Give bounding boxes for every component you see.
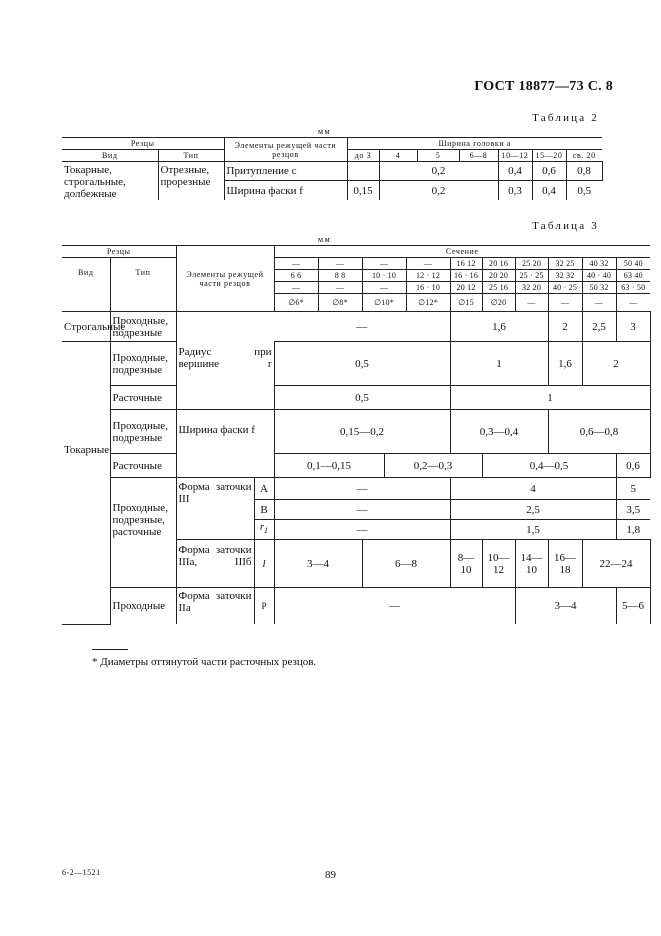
t2-width-5: 15—20 [532, 150, 566, 162]
t3-B-v2: 3,5 [616, 500, 650, 520]
t2-row1-v5: 0,8 [566, 162, 602, 181]
t2-row1-v1 [347, 162, 379, 181]
t3-sec1-8: 40 32 [582, 258, 616, 270]
table3-caption: Таблица 3 [532, 220, 599, 232]
t3-last-v1: 3—4 [515, 588, 616, 625]
t3-sec4-9: — [616, 294, 650, 312]
t3-sym-A: A [254, 478, 274, 500]
t3-radius-r2-1: 1 [450, 386, 650, 410]
t3-facet-r2-1: 0,2—0,3 [384, 454, 482, 478]
t3-form3ab-label: Форма заточки IIIа, IIIб [176, 540, 254, 588]
t3-sec1-5: 20 16 [482, 258, 515, 270]
t3-facet-tip2: Расточные [110, 454, 176, 478]
t3-sec3-4: 20 12 [450, 282, 482, 294]
t3-sec3-2: — [362, 282, 406, 294]
t2-row1-v3: 0,4 [498, 162, 532, 181]
t3-radius-r2-0: 0,5 [274, 386, 450, 410]
t3-l-v6: 22—24 [582, 540, 650, 588]
t3-last-v0: — [274, 588, 515, 625]
t3-sym-B: B [254, 500, 274, 520]
t3-radius-r1-3: 2 [582, 342, 650, 386]
t3-sec4-8: — [582, 294, 616, 312]
t2-row1-v2: 0,2 [379, 162, 498, 181]
t3-sec4-0: ∅6* [274, 294, 318, 312]
t3-radius-r1-2: 1,6 [548, 342, 582, 386]
t3-radius-tip2: Расточные [110, 386, 176, 410]
t3-l-v3: 10—12 [482, 540, 515, 588]
t3-sec4-3: ∅12* [406, 294, 450, 312]
t3-l-v0: 3—4 [274, 540, 362, 588]
t3-radius-tip1: Проходные, подрезные [110, 342, 176, 386]
t2-width-1: 4 [379, 150, 417, 162]
t3-head-tip: Тип [110, 258, 176, 312]
t3-A-v0: — [274, 478, 450, 500]
t2-head-width: Ширина головки а [347, 138, 602, 150]
t2-width-6: св. 20 [566, 150, 602, 162]
t3-sec3-5: 25 16 [482, 282, 515, 294]
t2-row2-label: Ширина фаски f [224, 181, 347, 200]
t3-strog-v4: 3 [616, 312, 650, 342]
t3-sec3-3: 16 · 10 [406, 282, 450, 294]
t3-sec1-4: 16 12 [450, 258, 482, 270]
t2-vid: Токарные, строгальные, долбежные [62, 162, 158, 201]
t3-facet-label: Ширина фаски f [176, 410, 274, 478]
t3-sec2-8: 40 · 40 [582, 270, 616, 282]
t3-sec4-5: ∅20 [482, 294, 515, 312]
t2-width-3: 6—8 [459, 150, 498, 162]
t3-last-v2: 5—6 [616, 588, 650, 625]
t3-sec1-2: — [362, 258, 406, 270]
t3-sec4-2: ∅10* [362, 294, 406, 312]
t3-strog-v3: 2,5 [582, 312, 616, 342]
t3-sec4-4: ∅15 [450, 294, 482, 312]
t3-sec1-1: — [318, 258, 362, 270]
t3-last-sym: P [254, 588, 274, 625]
t3-sec3-6: 32 20 [515, 282, 548, 294]
t3-last-form: Форма заточки IIа [176, 588, 254, 625]
t3-sec4-1: ∅8* [318, 294, 362, 312]
t3-radius-r1-0: 0,5 [274, 342, 450, 386]
table2-units: мм [318, 127, 332, 136]
t3-facet-r1-1: 0,3—0,4 [450, 410, 548, 454]
t2-row2-v2: 0,2 [379, 181, 498, 200]
t3-strog-tip: Проходные, подрезные [110, 312, 176, 342]
footnote: * Диаметры оттянутой части расточных резцов. [92, 656, 317, 668]
t3-sym-r1: $r_1$ [254, 520, 274, 540]
t3-sec2-5: 20 20 [482, 270, 515, 282]
t3-l-v1: 6—8 [362, 540, 450, 588]
t3-tokar-vid: Токарные [62, 342, 110, 625]
t3-sym-l: l [254, 540, 274, 588]
t3-head-reztsy: Резцы [62, 246, 176, 258]
t3-sec3-7: 40 · 25 [548, 282, 582, 294]
t3-r1-v0: — [274, 520, 450, 540]
table2-caption: Таблица 2 [532, 112, 599, 124]
t3-sec3-8: 50 32 [582, 282, 616, 294]
t3-sec2-7: 32 32 [548, 270, 582, 282]
t3-head-section: Сечение [274, 246, 650, 258]
t2-tip: Отрезные, прорезные [158, 162, 224, 201]
t2-width-4: 10—12 [498, 150, 532, 162]
t3-A-v2: 5 [616, 478, 650, 500]
t3-B-v1: 2,5 [450, 500, 616, 520]
doc-ref: ГОСТ 18877—73 С. 8 [474, 79, 613, 94]
t2-width-2: 5 [417, 150, 459, 162]
t3-r1-v1: 1,5 [450, 520, 616, 540]
t2-head-vid: Вид [62, 150, 158, 162]
t3-sec1-7: 32 25 [548, 258, 582, 270]
t3-sec2-6: 25 · 25 [515, 270, 548, 282]
t3-facet-r2-2: 0,4—0,5 [482, 454, 616, 478]
t3-facet-r2-0: 0,1—0,15 [274, 454, 384, 478]
t3-form3-label: Форма заточки III [176, 478, 254, 540]
t3-sec2-1: 8 8 [318, 270, 362, 282]
print-code: 6-2—1521 [62, 868, 101, 877]
t3-radius-r1-1: 1 [450, 342, 548, 386]
t3-facet-tip1: Проходные, подрезные [110, 410, 176, 454]
t3-sec2-3: 12 · 12 [406, 270, 450, 282]
t3-A-v1: 4 [450, 478, 616, 500]
t2-width-0: до 3 [347, 150, 379, 162]
t3-sec2-4: 16 · 16 [450, 270, 482, 282]
t3-strog-v2: 2 [548, 312, 582, 342]
t3-sec2-9: 63 40 [616, 270, 650, 282]
t3-facet-r2-3: 0,6 [616, 454, 650, 478]
t3-sec3-1: — [318, 282, 362, 294]
table3 [62, 245, 650, 625]
t3-head-elements: Элементы режущей части резцов [176, 246, 274, 312]
t2-row2-v4: 0,4 [532, 181, 566, 200]
t3-sec4-6: — [515, 294, 548, 312]
t3-r1-v2: 1,8 [616, 520, 650, 540]
t3-strog-v0: — [274, 312, 450, 342]
t2-row2-v1: 0,15 [347, 181, 379, 200]
t3-B-v0: — [274, 500, 450, 520]
t3-sec1-6: 25 20 [515, 258, 548, 270]
t3-sec1-3: — [406, 258, 450, 270]
page-number: 89 [325, 869, 336, 881]
t3-l-v2: 8—10 [450, 540, 482, 588]
t3-sec3-9: 63 · 50 [616, 282, 650, 294]
t3-sec2-2: 10 · 10 [362, 270, 406, 282]
t3-head-vid: Вид [62, 258, 110, 312]
t2-row1-v4: 0,6 [532, 162, 566, 181]
t3-facet-r1-0: 0,15—0,2 [274, 410, 450, 454]
t3-radius-label: Радиус при вершине r [176, 342, 274, 410]
t3-strog-vid: Строгальные [62, 312, 110, 342]
t2-row1-label: Притупление с [224, 162, 347, 181]
t2-row2-v5: 0,5 [566, 181, 602, 200]
t3-sec1-0: — [274, 258, 318, 270]
t2-head-elements: Элементы режущей части резцов [224, 138, 347, 162]
t3-facet-r1-2: 0,6—0,8 [548, 410, 650, 454]
t3-l-v5: 16—18 [548, 540, 582, 588]
t3-sharpen-tip: Проходные, подрезные, расточные [110, 478, 176, 588]
table2 [62, 137, 602, 200]
t3-l-v4: 14—10 [515, 540, 548, 588]
t3-last-tip: Проходные [110, 588, 176, 625]
t3-sec3-0: — [274, 282, 318, 294]
t2-head-tip: Тип [158, 150, 224, 162]
t3-sec2-0: 6 6 [274, 270, 318, 282]
t2-row2-v3: 0,3 [498, 181, 532, 200]
t3-sec4-7: — [548, 294, 582, 312]
table3-units: мм [318, 235, 332, 244]
t2-head-reztsy: Резцы [62, 138, 224, 150]
t3-sec1-9: 50 40 [616, 258, 650, 270]
t3-strog-v1: 1,6 [450, 312, 548, 342]
footnote-rule [92, 649, 128, 650]
